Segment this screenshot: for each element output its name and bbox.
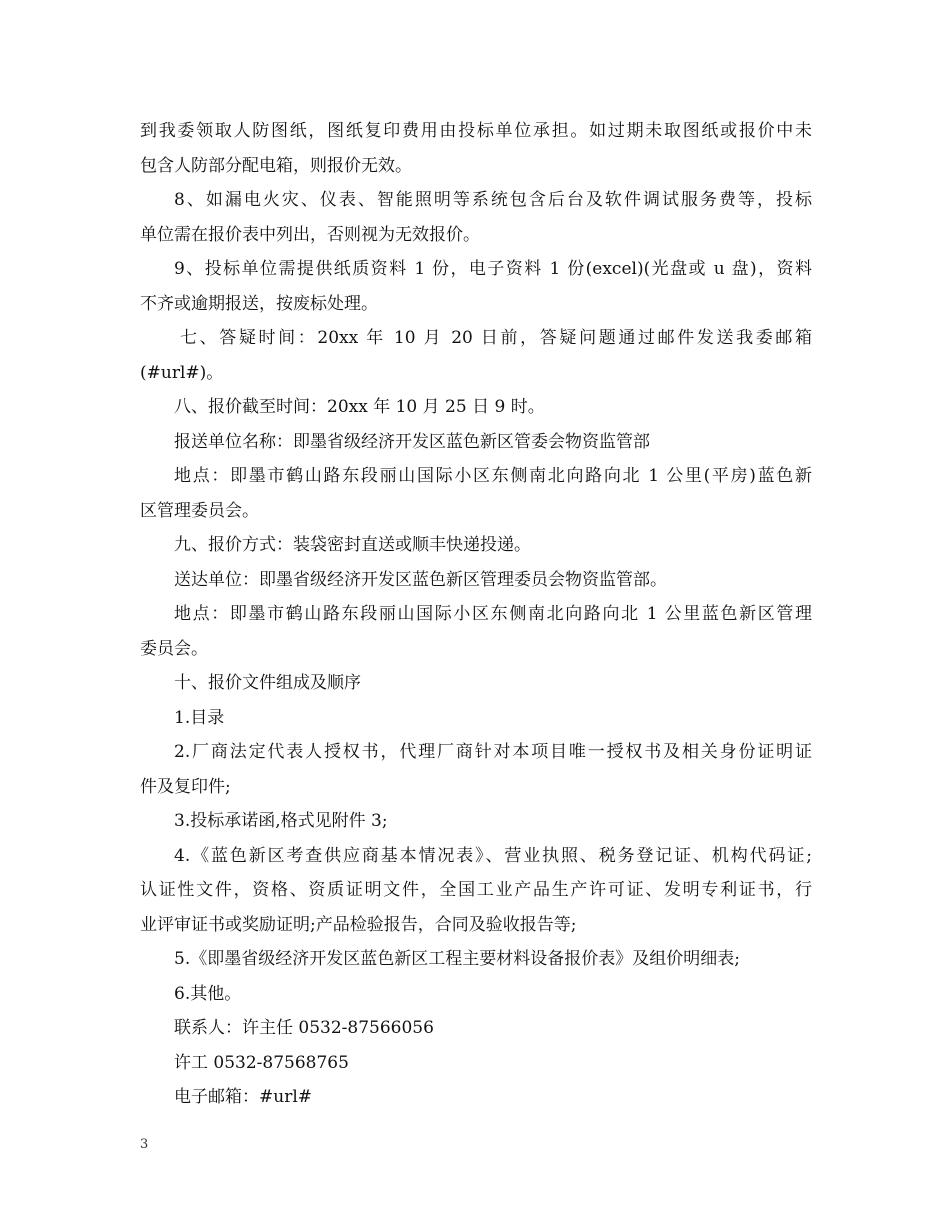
text-line: 地点：即墨市鹤山路东段丽山国际小区东侧南北向路向北 1 公里蓝色新区管理 <box>174 604 812 624</box>
text-line: (#url#)。 <box>140 362 224 383</box>
text-line: 4.《蓝色新区考查供应商基本情况表》、营业执照、税务登记证、机构代码证; <box>174 845 812 866</box>
text-line: 单位需在报价表中列出，否则视为无效报价。 <box>140 224 480 245</box>
text-line: 包含人防部分配电箱，则报价无效。 <box>140 155 412 176</box>
text-line: 3.投标承诺函,格式见附件 3; <box>174 811 388 831</box>
text-line: 九、报价方式：装袋密封直送或顺丰快递投递。 <box>174 535 531 555</box>
text-line: 业评审证书或奖励证明;产品检验报告，合同及验收报告等; <box>140 914 577 935</box>
text-line: 八、报价截至时间：20xx 年 10 月 25 日 9 时。 <box>174 397 545 417</box>
text-line: 2.厂商法定代表人授权书，代理厂商针对本项目唯一授权书及相关身份证明证 <box>174 742 812 762</box>
document-body <box>140 114 812 1115</box>
text-line: 区管理委员会。 <box>140 500 259 521</box>
text-line: 不齐或逾期报送，按废标处理。 <box>140 293 378 314</box>
text-line: 报送单位名称：即墨省级经济开发区蓝色新区管委会物资监管部 <box>174 431 650 452</box>
text-line: 6.其他。 <box>174 983 242 1004</box>
text-line: 许工 0532-87568765 <box>174 1052 349 1073</box>
text-line: 七、答疑时间：20xx 年 10 月 20 日前，答疑问题通过邮件发送我委邮箱 <box>180 328 812 348</box>
text-line: 送达单位：即墨省级经济开发区蓝色新区管理委员会物资监管部。 <box>174 569 667 590</box>
text-line: 5.《即墨省级经济开发区蓝色新区工程主要材料设备报价表》及组价明细表; <box>174 949 740 969</box>
text-line: 认证性文件，资格、资质证明文件，全国工业产品生产许可证、发明专利证书，行 <box>140 880 812 900</box>
text-line: 十、报价文件组成及顺序 <box>174 673 361 693</box>
text-line: 地点：即墨市鹤山路东段丽山国际小区东侧南北向路向北 1 公里(平房)蓝色新 <box>174 466 812 486</box>
text-line: 电子邮箱：#url# <box>174 1087 313 1107</box>
text-line: 8、如漏电火灾、仪表、智能照明等系统包含后台及软件调试服务费等，投标 <box>174 190 812 210</box>
text-line: 件及复印件; <box>140 776 231 797</box>
page-number: 3 <box>140 1137 149 1152</box>
text-line: 9、投标单位需提供纸质资料 1 份，电子资料 1 份(excel)(光盘或 u 盘)，资料 <box>174 259 812 279</box>
text-line: 1.目录 <box>174 707 225 728</box>
text-line: 到我委领取人防图纸，图纸复印费用由投标单位承担。如过期未取图纸或报价中未 <box>140 121 812 141</box>
text-line: 委员会。 <box>140 638 208 659</box>
text-line: 联系人：许主任 0532-87566056 <box>174 1018 434 1038</box>
